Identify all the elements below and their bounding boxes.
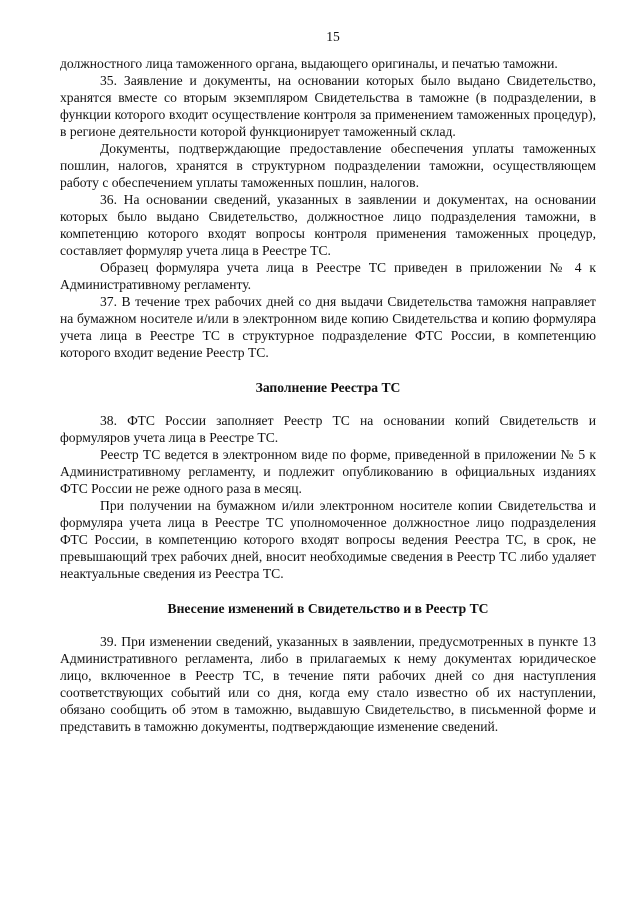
paragraph-35-guarantee-docs: Документы, подтверждающие предоставление обеспечения уплаты таможенных пошлин, налогов, хранятся в структурном подразделении таможни, осуществляющем работу с обеспечением уплаты таможенных пошлин, налогов. <box>60 141 596 190</box>
paragraph-38: 38. ФТС России заполняет Реестр ТС на основании копий Свидетельств и формуляров учета лица в Реестре ТС. <box>60 413 596 445</box>
paragraph-38-receipt: При получении на бумажном и/или электронном носителе копии Свидетельства и формуляра учета лица в Реестре ТС уполномоченное должностное лицо подразделения ФТС России, в компетенцию которого входят вопросы ведения Реестра ТС, в срок, не превышающий трех рабочих дней, вносит необходимые сведения в Реестр ТС либо удаляет неактуальные сведения из Реестра ТС. <box>60 498 596 581</box>
paragraph-35: 35. Заявление и документы, на основании которых было выдано Свидетельство, хранятся вместе со вторым экземпляром Свидетельства в таможне (в подразделении, в функции которого входит осуществление контроля за применением таможенных процедур), в регионе деятельности которой функционирует таможенный склад. <box>60 73 596 139</box>
paragraph-37: 37. В течение трех рабочих дней со дня выдачи Свидетельства таможня направляет на бумажном носителе и/или в электронном виде копию Свидетельства и копию формуляра учета лица в Реестре ТС в структурное подразделение ФТС России, в компетенцию которого входит ведение Реестр ТС. <box>60 294 596 360</box>
paragraph-36-form-sample: Образец формуляра учета лица в Реестре ТС приведен в приложении № 4 к Административному регламенту. <box>60 260 596 292</box>
paragraph-39: 39. При изменении сведений, указанных в заявлении, предусмотренных в пункте 13 Административного регламента, либо в прилагаемых к нему документах юридическое лицо, включенное в Реестр ТС, в течение пяти рабочих дней со дня наступления соответствующих событий или со дня, когда ему стало известно об их наступлении, обязано сообщить об этом в таможню, выдавшую Свидетельство, в письменной форме и представить в таможню документы, подтверждающие изменение сведений. <box>60 634 596 734</box>
spacer <box>60 396 596 412</box>
spacer <box>60 361 596 379</box>
spacer <box>60 582 596 600</box>
section-heading-registry-filling: Заполнение Реестра ТС <box>255 380 401 395</box>
paragraph-38-electronic-form: Реестр ТС ведется в электронном виде по форме, приведенной в приложении № 5 к Административному регламенту, и подлежит опубликованию в официальных изданиях ФТС России не реже одного раза в месяц. <box>60 447 596 496</box>
paragraph-36: 36. На основании сведений, указанных в заявлении и документах, на основании которых было выдано Свидетельство, должностное лицо подразделения таможни, в компетенцию которого входят вопросы контроля применения таможенных процедур, составляет формуляр учета лица в Реестре ТС. <box>60 192 596 258</box>
section-heading-amendments: Внесение изменений в Свидетельство и в Реестр ТС <box>167 601 489 616</box>
spacer <box>60 617 596 633</box>
page-number: 15 <box>326 29 340 44</box>
paragraph-continuation: должностного лица таможенного органа, выдающего оригиналы, и печатью таможни. <box>60 56 558 71</box>
